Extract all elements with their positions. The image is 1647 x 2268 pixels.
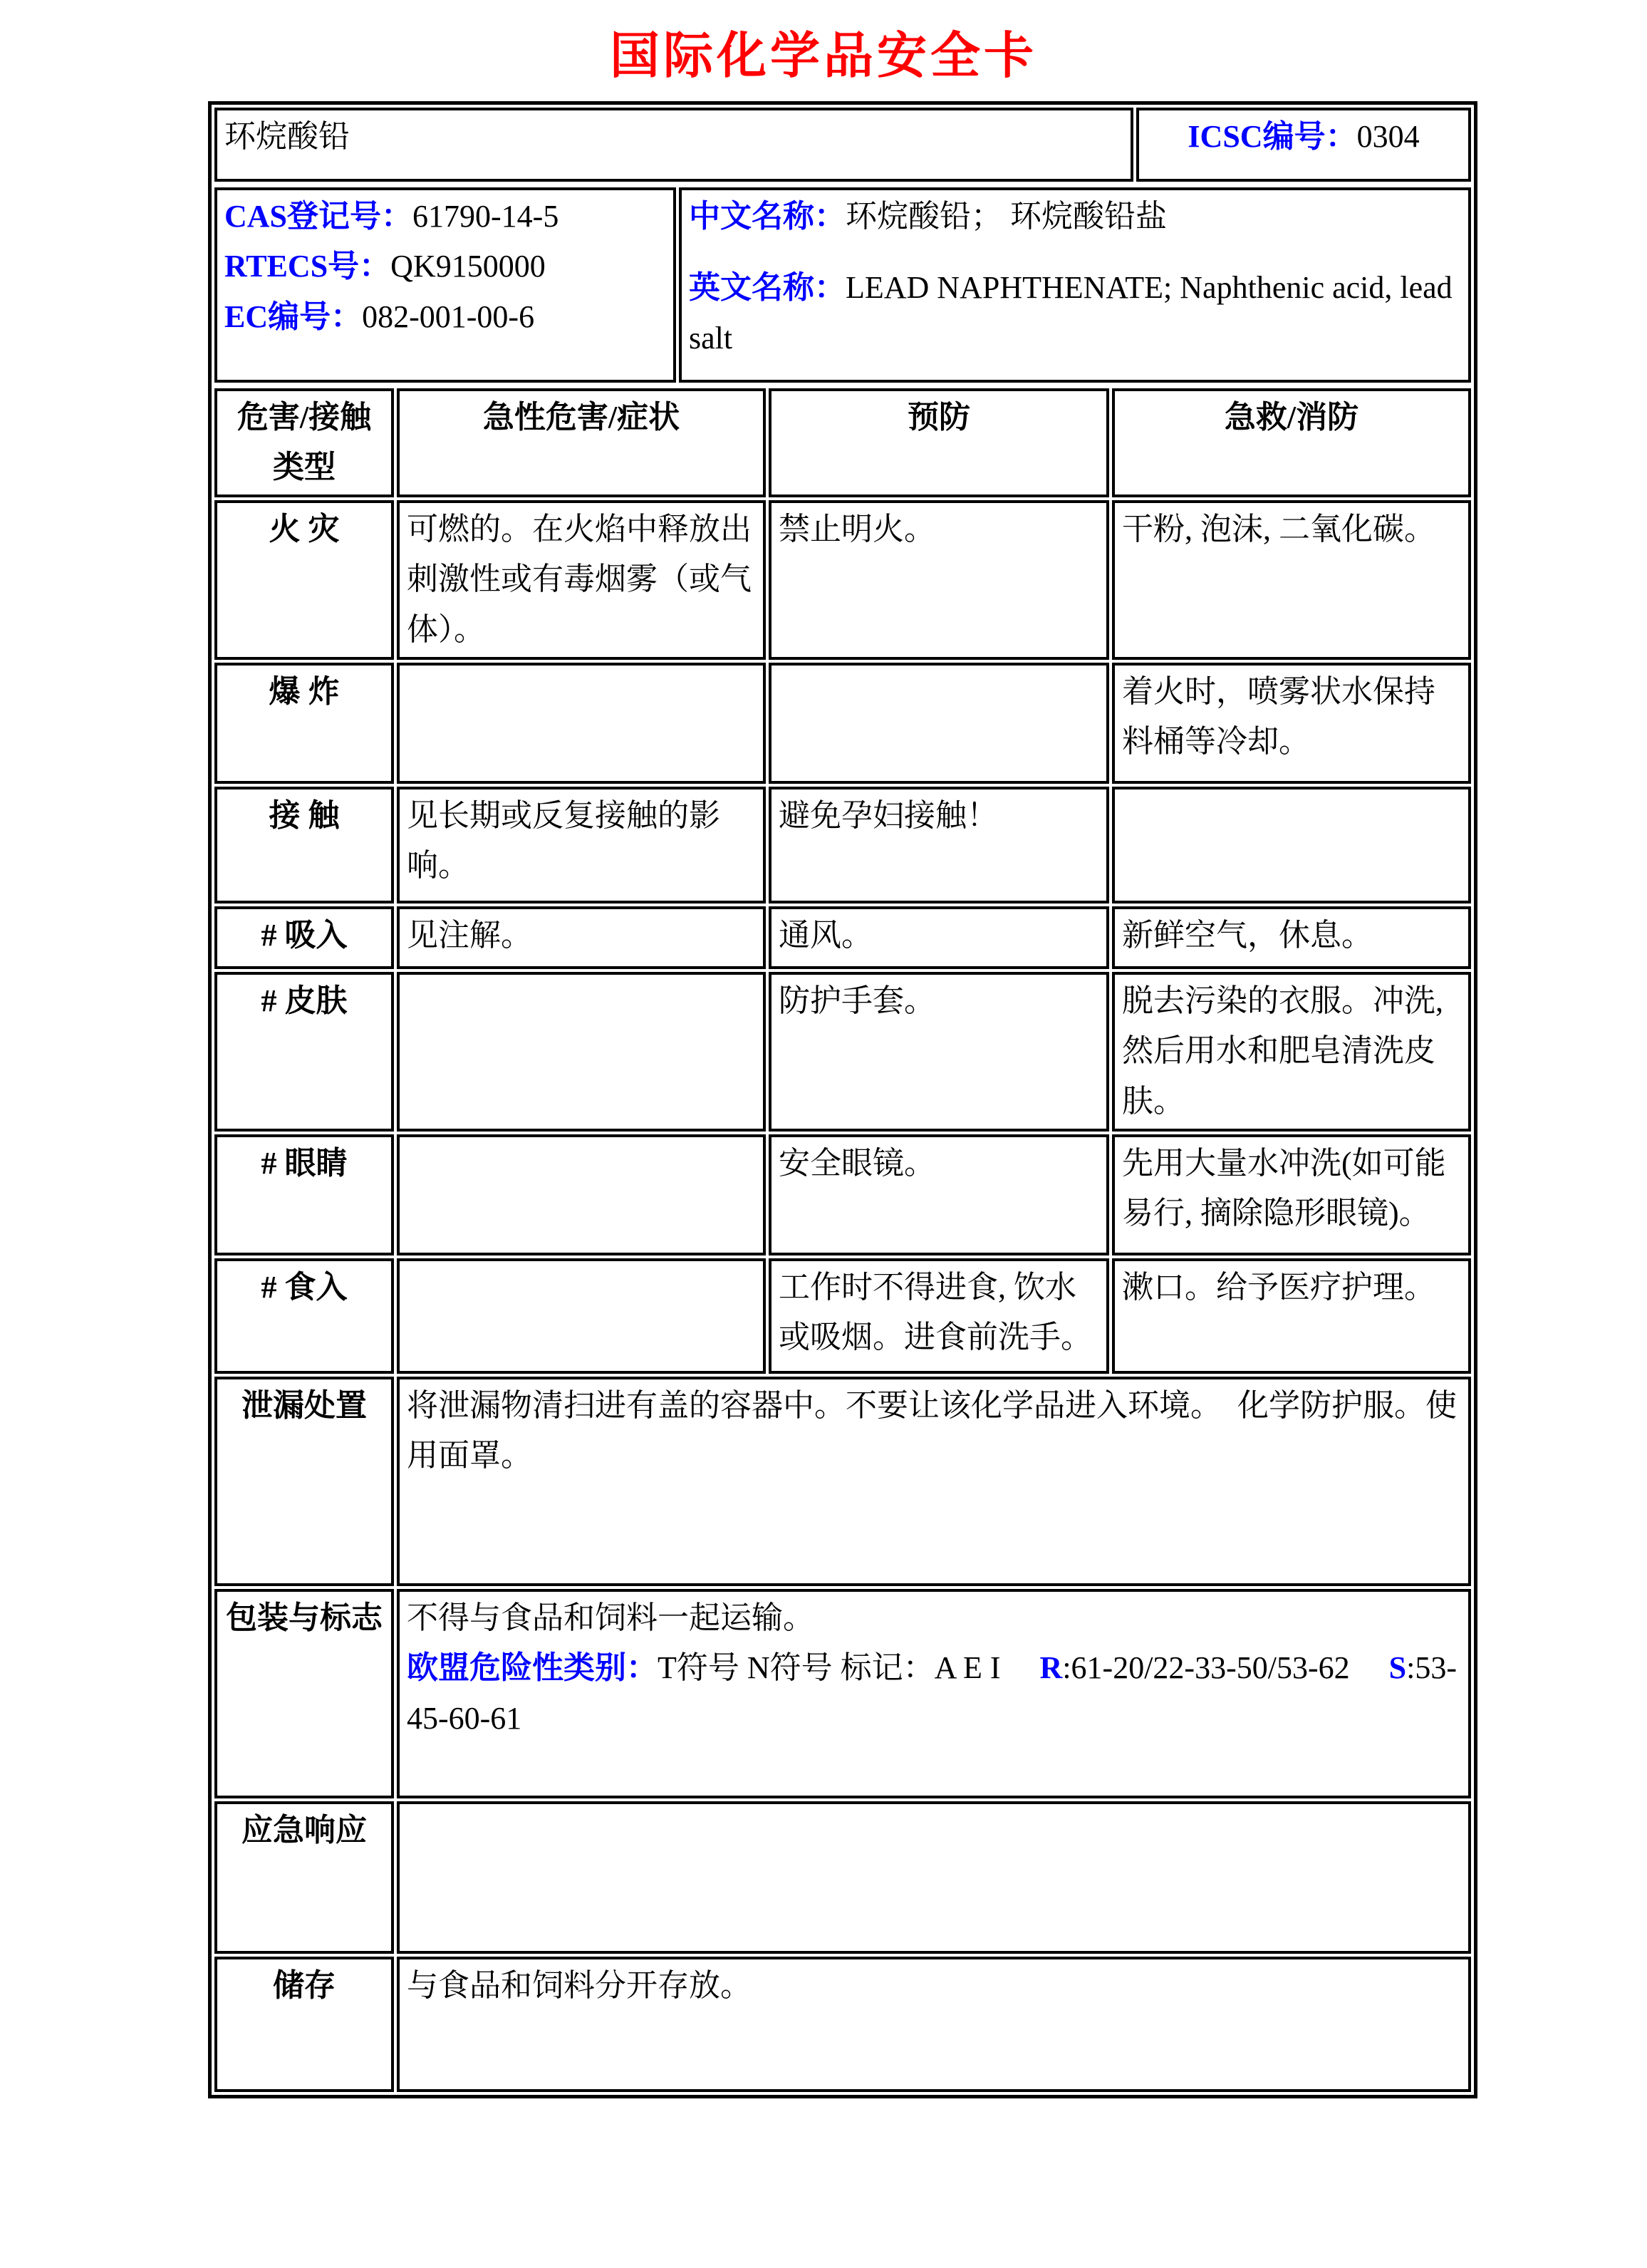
prevention-cell: 禁止明火。 [769,500,1109,660]
eu-class-text: T符号 N符号 标记：A E I [658,1650,1040,1686]
table-row-spillage [214,1377,1471,1586]
icsc-card [208,101,1477,2098]
ec-label: EC编号： [224,299,363,334]
prevention-cell: 工作时不得进食, 饮水或吸烟。进食前洗手。 [769,1258,1109,1374]
chemical-name: 环烷酸铅 [214,108,1133,182]
header-section [212,105,1474,185]
col-header-symptoms: 急性危害/症状 [397,388,766,497]
col-header-hazard-type: 危害/接触类型 [214,388,394,497]
emergency-response-content [397,1801,1471,1954]
row-label: 接 触 [214,787,394,903]
response-cell: 漱口。给予医疗护理。 [1112,1258,1471,1374]
response-cell: 着火时，喷雾状水保持料桶等冷却。 [1112,663,1471,784]
identifier-row [214,187,1471,383]
chinese-name-value: 环烷酸铅； 环烷酸铅盐 [846,199,1167,234]
english-name-line [689,263,1461,363]
english-name-label: 英文名称： [689,270,846,306]
registry-ids-cell [214,187,676,383]
spillage-content: 将泄漏物清扫进有盖的容器中。不要让该化学品进入环境。 化学防护服。使用面罩。 [397,1377,1471,1586]
row-label: # 眼睛 [214,1134,394,1255]
chinese-name-line [689,192,1461,242]
storage-content: 与食品和饲料分开存放。 [397,1957,1471,2092]
table-row-packaging [214,1589,1471,1798]
english-name-value: LEAD NAPHTHENATE; Naphthenic acid, lead salt [689,270,1453,356]
response-cell: 先用大量水冲洗(如可能易行, 摘除隐形眼镜)。 [1112,1134,1471,1255]
s-phrase-value: :53-45-60-61 [407,1650,1457,1736]
prevention-cell: 安全眼镜。 [769,1134,1109,1255]
identifier-section [212,185,1474,385]
response-cell: 干粉, 泡沫, 二氧化碳。 [1112,500,1471,660]
symptoms-cell: 见长期或反复接触的影响。 [397,787,766,903]
table-row-fire [214,500,1471,660]
response-cell: 新鲜空气，休息。 [1112,906,1471,969]
prevention-cell: 通风。 [769,906,1109,969]
r-phrase-label: R [1039,1650,1063,1686]
packaging-line1: 不得与食品和饲料一起运输。 [407,1600,814,1635]
rtecs-label: RTECS号： [224,249,391,284]
response-cell: 脱去污染的衣服。冲洗, 然后用水和肥皂清洗皮肤。 [1112,972,1471,1132]
table-row-skin [214,972,1471,1132]
response-cell [1112,787,1471,903]
row-label: 储存 [214,1957,394,2092]
ec-value: 082-001-00-6 [362,299,535,334]
prevention-cell: 防护手套。 [769,972,1109,1132]
cas-label: CAS登记号： [224,199,413,234]
rtecs-line [224,242,666,291]
row-label: 包装与标志 [214,1589,394,1798]
names-cell [679,187,1471,383]
symptoms-cell [397,663,766,784]
row-label: # 食入 [214,1258,394,1374]
ec-line [224,292,666,342]
row-label: # 吸入 [214,906,394,969]
r-phrase-value: :61-20/22-33-50/53-62 [1062,1650,1389,1686]
symptoms-cell [397,972,766,1132]
chinese-name-label: 中文名称： [689,199,846,234]
icsc-label: ICSC编号： [1188,119,1357,154]
table-row-exposure [214,787,1471,903]
icsc-number: 0304 [1356,119,1420,154]
table-row-emergency-response [214,1801,1471,1954]
cas-value: 61790-14-5 [412,199,559,234]
s-phrase-label: S [1388,1650,1407,1686]
table-row-ingestion [214,1258,1471,1374]
icsc-number-cell [1136,108,1471,182]
row-label: 泄漏处置 [214,1377,394,1586]
rtecs-value: QK9150000 [390,249,546,284]
header-row [214,108,1471,182]
symptoms-cell: 可燃的。在火焰中释放出刺激性或有毒烟雾（或气体）。 [397,500,766,660]
cas-line [224,192,666,242]
row-label: 爆 炸 [214,663,394,784]
packaging-content [397,1589,1471,1798]
col-header-response: 急救/消防 [1112,388,1471,497]
row-label: 火 灾 [214,500,394,660]
col-header-prevention: 预防 [769,388,1109,497]
row-label: 应急响应 [214,1801,394,1954]
hazard-header-row [214,388,1471,497]
table-row-storage [214,1957,1471,2092]
packaging-line2 [407,1643,1461,1744]
prevention-cell: 避免孕妇接触！ [769,787,1109,903]
eu-class-label: 欧盟危险性类别： [407,1650,658,1686]
hazard-table [212,385,1474,2095]
prevention-cell [769,663,1109,784]
symptoms-cell: 见注解。 [397,906,766,969]
page-title: 国际化学品安全卡 [610,28,1037,83]
table-row-inhalation [214,906,1471,969]
row-label: # 皮肤 [214,972,394,1132]
table-row-eyes [214,1134,1471,1255]
symptoms-cell [397,1258,766,1374]
symptoms-cell [397,1134,766,1255]
table-row-explosion [214,663,1471,784]
